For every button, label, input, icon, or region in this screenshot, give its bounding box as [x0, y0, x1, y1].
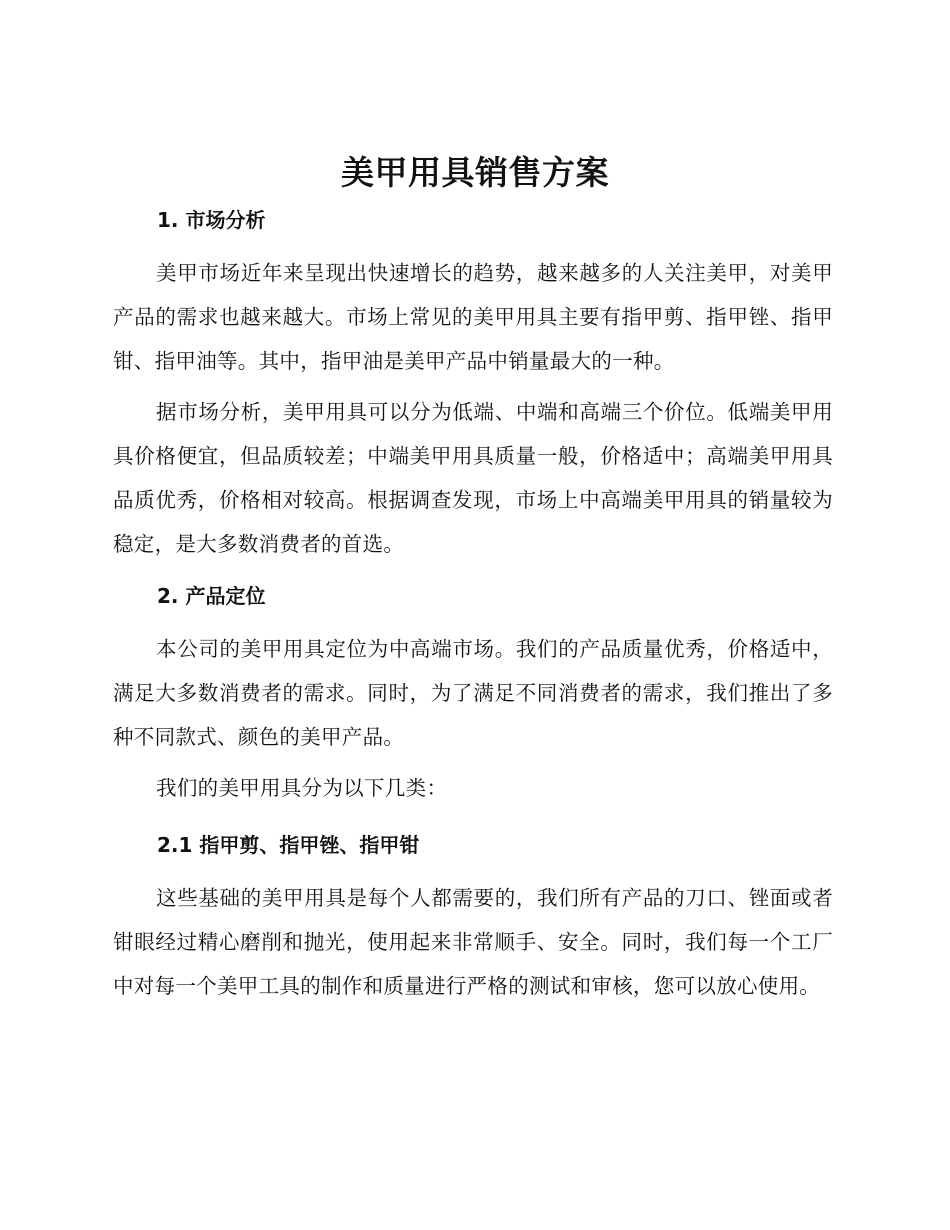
paragraph-basic-tools: 这些基础的美甲用具是每个人都需要的，我们所有产品的刀口、锉面或者钳眼经过精心磨削和抛光，使用起来非常顺手、安全。同时，我们每一个工厂中对每一个美甲工具的制作和质量进行严格的测试和审核，您可以放心使用。: [113, 886, 833, 998]
subsection-heading-basic-tools: 2.1 指甲剪、指甲锉、指甲钳: [157, 833, 420, 857]
document-title: 美甲用具销售方案: [341, 153, 609, 192]
paragraph-positioning: 本公司的美甲用具定位为中高端市场。我们的产品质量优秀，价格适中，满足大多数消费者的需求。同时，为了满足不同消费者的需求，我们推出了多种不同款式、颜色的美甲产品。: [113, 637, 833, 749]
paragraph-market-trend: 美甲市场近年来呈现出快速增长的趋势，越来越多的人关注美甲，对美甲产品的需求也越来越大。市场上常见的美甲用具主要有指甲剪、指甲锉、指甲钳、指甲油等。其中，指甲油是美甲产品中销量最大的一种。: [113, 261, 833, 373]
paragraph-price-tiers: 据市场分析，美甲用具可以分为低端、中端和高端三个价位。低端美甲用具价格便宜，但品质较差；中端美甲用具质量一般，价格适中；高端美甲用具品质优秀，价格相对较高。根据调查发现，市场上中高端美甲用具的销量较为稳定，是大多数消费者的首选。: [113, 400, 833, 556]
paragraph-category-intro: 我们的美甲用具分为以下几类：: [156, 776, 448, 800]
section-heading-market-analysis: 1. 市场分析: [157, 208, 266, 232]
section-heading-product-positioning: 2. 产品定位: [157, 584, 266, 608]
